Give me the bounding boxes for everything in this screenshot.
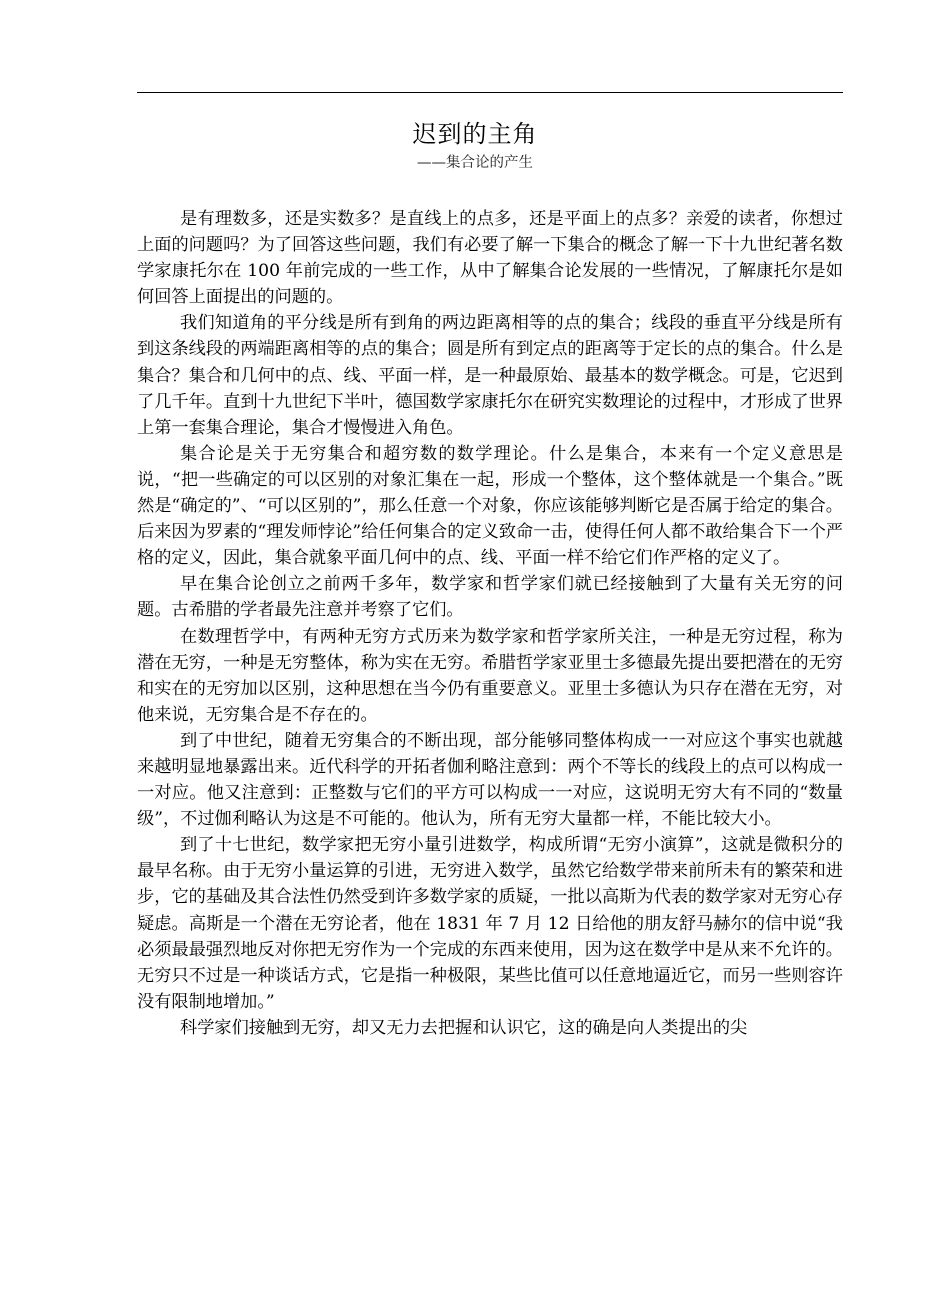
paragraph-6: 到了中世纪，随着无穷集合的不断出现，部分能够同整体构成一一对应这个事实也就越来越明显地暴露出来。近代科学的开拓者伽利略注意到：两个不等长的线段上的点可以构成一一对应。他又注意到：正整数与它们的平方可以构成一一对应，这说明无穷大有不同的“数量级”，不过伽利略认为这是不可能的。他认为，所有无穷大量都一样，不能比较大小。 bbox=[137, 730, 843, 830]
header-rule bbox=[137, 92, 843, 93]
paragraph-4: 早在集合论创立之前两千多年，数学家和哲学家们就已经接触到了大量有关无穷的问题。古希腊的学者最先注意并考察了它们。 bbox=[137, 574, 843, 621]
paragraph-7: 到了十七世纪，数学家把无穷小量引进数学，构成所谓“无穷小演算”，这就是微积分的最早名称。由于无穷小量运算的引进，无穷进入数学，虽然它给数学带来前所未有的繁荣和进步，它的基础及其合法性仍然受到许多数学家的质疑，一批以高斯为代表的数学家对无穷心存疑虑。高斯是一个潜在无穷论者，他在 1831 年 7 月 12 日给他的朋友舒马赫尔的信中说“我必须最最强烈地反对你把无穷作为一个完成的东西来使用，因为这在数学中是从来不允许的。无穷只不过是一种谈话方式，它是指一种极限，某些比值可以任意地逼近它，而另一些则容许没有限制地增加。” bbox=[137, 835, 843, 1012]
paragraph-2: 我们知道角的平分线是所有到角的两边距离相等的点的集合；线段的垂直平分线是所有到这条线段的两端距离相等的点的集合；圆是所有到定点的距离等于定长的点的集合。什么是集合？集合和几何中的点、线、平面一样，是一种最原始、最基本的数学概念。可是，它迟到了几千年。直到十九世纪下半叶，德国数学家康托尔在研究实数理论的过程中，才形成了世界上第一套集合理论，集合才慢慢进入角色。 bbox=[137, 313, 843, 438]
paragraph-1: 是有理数多，还是实数多？是直线上的点多，还是平面上的点多？亲爱的读者，你想过上面的问题吗？为了回答这些问题，我们有必要了解一下集合的概念了解一下十九世纪著名数学家康托尔在 100 年前完成的一些工作，从中了解集合论发展的一些情况，了解康托尔是如何回答上面提出的问题的。 bbox=[137, 209, 843, 308]
paragraph-8: 科学家们接触到无穷，却又无力去把握和认识它，这的确是向人类提出的尖 bbox=[180, 1017, 748, 1038]
page-subtitle: ——集合论的产生 bbox=[417, 155, 533, 171]
paragraph-5: 在数理哲学中，有两种无穷方式历来为数学家和哲学家所关注，一种是无穷过程，称为潜在无穷，一种是无穷整体，称为实在无穷。希腊哲学家亚里士多德最先提出要把潜在的无穷和实在的无穷加以区别，这种思想在当今仍有重要意义。亚里士多德认为只存在潜在无穷，对他来说，无穷集合是不存在的。 bbox=[137, 626, 843, 725]
page-title: 迟到的主角 bbox=[412, 120, 538, 148]
paragraph-3: 集合论是关于无穷集合和超穷数的数学理论。什么是集合，本来有一个定义意思是说，“把一些确定的可以区别的对象汇集在一起，形成一个整体，这个整体就是一个集合。”既然是“确定的”、“可以区别的”，那么任意一个对象，你应该能够判断它是否属于给定的集合。后来因为罗素的“理发师悖论”给任何集合的定义致命一击，使得任何人都不敢给集合下一个严格的定义，因此，集合就象平面几何中的点、线、平面一样不给它们作严格的定义了。 bbox=[137, 443, 843, 569]
article-body bbox=[137, 206, 843, 1041]
